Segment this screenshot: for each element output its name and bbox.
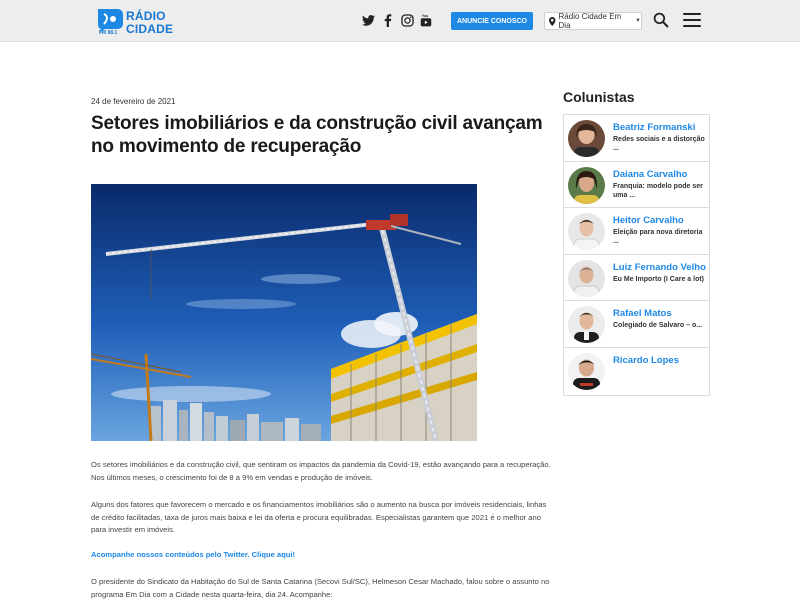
article-paragraph: O presidente do Sindicato da Habitação do Sul de Santa Catarina (Secovi Sul/SC), Helmeson Cesar Machado, falou sobre o assunto no programa Em Dia com a Cidade nesta quarta-feira, dia 24. Acompanhe: <box>91 577 550 599</box>
columnist-name[interactable]: Beatriz Formanski <box>613 122 696 133</box>
columnist-item[interactable] <box>564 255 709 302</box>
instagram-icon[interactable] <box>399 12 415 28</box>
youtube-icon[interactable] <box>418 12 434 28</box>
article-title: Setores imobiliários e da construção civil avançam no movimento de recuperação <box>91 113 543 157</box>
columnist-desc: Eu Me Importo (I Care a lot) <box>613 275 705 283</box>
social-icons <box>360 12 434 28</box>
columnist-item[interactable] <box>564 301 709 348</box>
logo-brand-line2: CIDADE <box>126 22 174 36</box>
avatar <box>568 213 605 250</box>
avatar <box>568 306 605 343</box>
columnist-desc: Redes sociais e a distorção ... <box>613 136 705 152</box>
columnist-name[interactable]: Rafael Matos <box>613 308 672 320</box>
avatar <box>568 353 605 390</box>
site-header <box>0 0 800 42</box>
article-date: 24 de fevereiro de 2021 <box>91 97 176 106</box>
columnist-name[interactable]: Luiz Fernando Velho <box>613 261 706 273</box>
logo-frequency: FM 88.1 <box>99 30 118 36</box>
columnist-name[interactable]: Daiana Carvalho <box>613 168 688 180</box>
radio-cidade-logo[interactable] <box>95 4 174 38</box>
columnists-list <box>563 114 710 396</box>
columnist-item[interactable] <box>564 162 709 209</box>
chevron-down-icon: ▼ <box>635 18 641 24</box>
hamburger-menu-icon[interactable] <box>683 13 701 27</box>
columnist-desc: Eleição para nova diretoria ... <box>613 229 703 246</box>
columnist-desc: Franquia: modelo pode ser uma ... <box>613 182 703 199</box>
columnist-item[interactable] <box>564 208 709 255</box>
columnist-name[interactable]: Ricardo Lopes <box>613 354 679 366</box>
logo-brand-line1: RÁDIO <box>126 9 166 23</box>
article-paragraph: Os setores imobiliários e da construção civil, que sentiram os impactos da pandemia da Covid-19, estão avançando para a recuperação. Nos últimos meses, o crescimento foi de 8 a 9% em vendas e produção de imóveis. <box>91 460 551 482</box>
columnist-desc: Colegiado de Salvaro – o... <box>613 322 703 330</box>
avatar <box>568 120 605 157</box>
avatar <box>568 260 605 297</box>
svg-text:You: You <box>421 14 429 19</box>
map-pin-icon <box>549 17 556 26</box>
twitter-follow-link[interactable]: Acompanhe nossos conteúdos pelo Twitter. Clique aqui! <box>91 550 296 559</box>
search-icon[interactable] <box>653 12 669 28</box>
avatar <box>568 167 605 204</box>
columnist-item[interactable] <box>564 115 709 162</box>
facebook-icon[interactable] <box>380 12 396 28</box>
announce-button[interactable]: ANUNCIE CONOSCO <box>451 12 533 30</box>
radio-select-value: Rádio Cidade Em Dia <box>558 12 622 30</box>
article-hero-image <box>91 184 477 441</box>
article-paragraph: Alguns dos fatores que favorecem o mercado e os financiamentos imobiliários são o aumento na busca por imóveis residenciais, linhas de crédito facilitadas, taxa de juros mais baixa e lei da oferta e procura equilibradas. Especialistas garantem que 2021 é o melhor ano para investir em imóveis. <box>91 500 547 534</box>
radio-station-select[interactable] <box>544 12 642 30</box>
columnist-item[interactable] <box>564 348 709 395</box>
columnists-heading: Colunistas <box>563 89 635 105</box>
columnist-name[interactable]: Heitor Carvalho <box>613 215 684 227</box>
twitter-icon[interactable] <box>360 12 376 28</box>
